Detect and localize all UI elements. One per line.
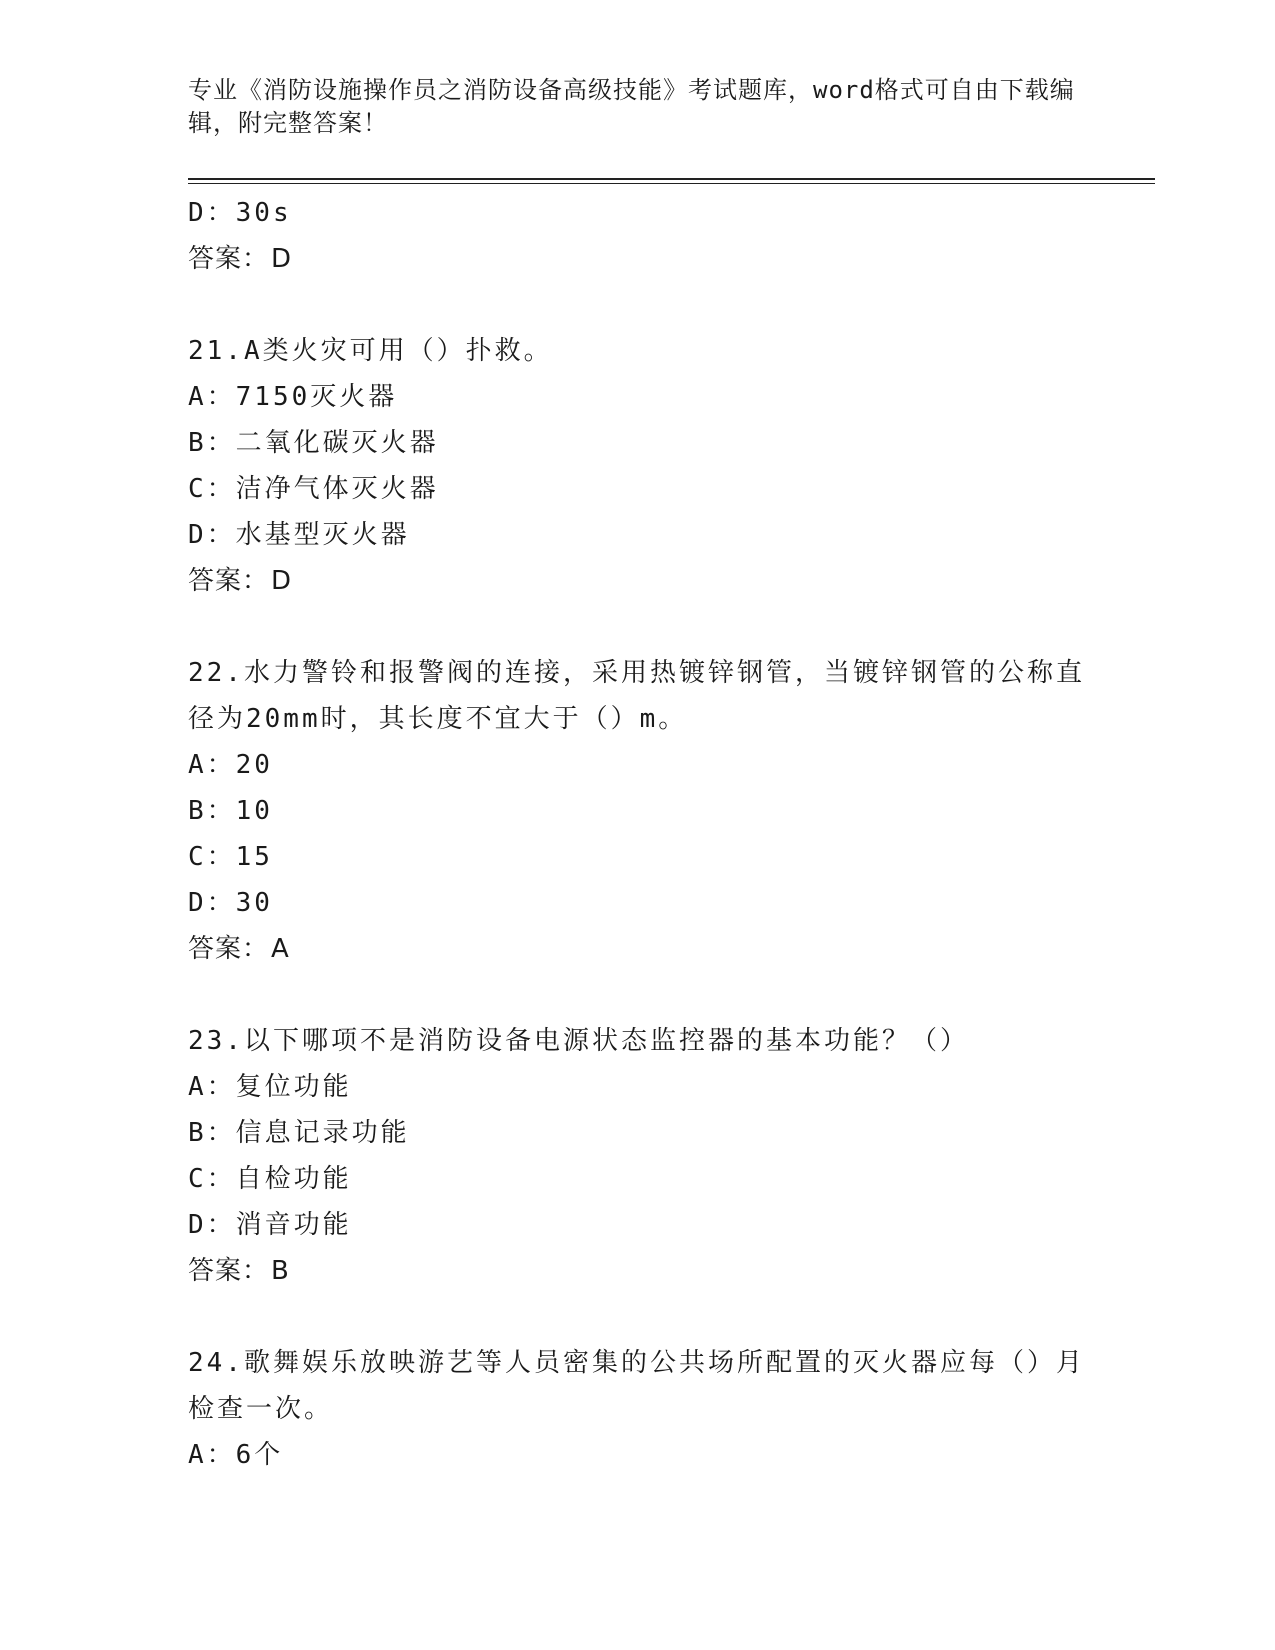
option-label: C： — [188, 1164, 236, 1194]
option-text: 消音功能 — [235, 1210, 352, 1240]
option-label: A： — [188, 1440, 236, 1470]
answer-label: 答案： — [188, 934, 270, 964]
option-text: 30 — [235, 888, 273, 918]
option-b — [188, 788, 1088, 834]
option-b — [188, 420, 1088, 466]
option-label: D： — [188, 888, 236, 918]
option-d — [188, 880, 1088, 926]
question-stem — [188, 1018, 1088, 1064]
question-stem — [188, 328, 1088, 374]
option-d — [188, 190, 1088, 236]
answer-value: D — [271, 566, 293, 596]
option-label: B： — [188, 796, 236, 826]
answer-line — [188, 558, 1088, 604]
answer-label: 答案： — [188, 244, 270, 274]
question-stem — [188, 650, 1088, 742]
option-text: 信息记录功能 — [235, 1118, 410, 1148]
question-text: A类火灾可用（）扑救。 — [243, 336, 553, 366]
question-text: 以下哪项不是消防设备电源状态监控器的基本功能？（） — [243, 1026, 969, 1056]
answer-label: 答案： — [188, 1256, 270, 1286]
option-label: C： — [188, 842, 236, 872]
question-21 — [188, 328, 1088, 604]
option-a — [188, 1064, 1088, 1110]
question-text: 歌舞娱乐放映游艺等人员密集的公共场所配置的灭火器应每（）月检查一次。 — [188, 1348, 1085, 1424]
option-text: 自检功能 — [235, 1164, 352, 1194]
option-a — [188, 374, 1088, 420]
question-22 — [188, 650, 1088, 972]
answer-line — [188, 926, 1088, 972]
option-label: B： — [188, 1118, 236, 1148]
question-stem — [188, 1340, 1088, 1432]
answer-line — [188, 236, 1088, 282]
question-24 — [188, 1340, 1088, 1478]
question-23 — [188, 1018, 1088, 1294]
question-number: 23. — [188, 1026, 244, 1056]
option-c — [188, 466, 1088, 512]
option-d — [188, 1202, 1088, 1248]
question-spacer — [188, 972, 1088, 1018]
partial-question — [188, 190, 1088, 282]
option-text: 10 — [235, 796, 273, 826]
option-c — [188, 1156, 1088, 1202]
option-b — [188, 1110, 1088, 1156]
option-label: A： — [188, 1072, 236, 1102]
option-text: 7150灭火器 — [235, 382, 398, 412]
option-label: D： — [188, 520, 236, 550]
question-text: 水力警铃和报警阀的连接，采用热镀锌钢管，当镀锌钢管的公称直径为20mm时，其长度不宜大于（）m。 — [188, 658, 1085, 734]
header-text: 专业《消防设施操作员之消防设备高级技能》考试题库，word格式可自由下载编辑，附完整答案！ — [188, 76, 1075, 137]
header-rule-thick — [188, 178, 1155, 180]
option-text: 洁净气体灭火器 — [235, 474, 439, 504]
option-text: 水基型灭火器 — [235, 520, 410, 550]
page-header — [188, 74, 1088, 140]
option-label: C： — [188, 474, 236, 504]
question-number: 24. — [188, 1348, 244, 1378]
option-a — [188, 742, 1088, 788]
question-spacer — [188, 282, 1088, 328]
answer-value: D — [271, 244, 293, 274]
option-label: D： — [188, 1210, 236, 1240]
question-spacer — [188, 604, 1088, 650]
header-rule-thin — [188, 183, 1155, 184]
option-text: 20 — [235, 750, 273, 780]
question-list — [188, 190, 1088, 1478]
option-text: 6个 — [235, 1440, 284, 1470]
answer-value: B — [271, 1256, 290, 1286]
question-spacer — [188, 1294, 1088, 1340]
option-label: B： — [188, 428, 236, 458]
answer-line — [188, 1248, 1088, 1294]
question-number: 22. — [188, 658, 244, 688]
option-label: A： — [188, 750, 236, 780]
option-text: 15 — [235, 842, 273, 872]
option-d — [188, 512, 1088, 558]
answer-value: A — [271, 934, 290, 964]
option-c — [188, 834, 1088, 880]
answer-label: 答案： — [188, 566, 270, 596]
option-text: 复位功能 — [235, 1072, 352, 1102]
option-text: 二氧化碳灭火器 — [235, 428, 439, 458]
option-text: 30s — [235, 198, 292, 228]
option-label: D： — [188, 198, 236, 228]
question-number: 21. — [188, 336, 244, 366]
option-label: A： — [188, 382, 236, 412]
option-a — [188, 1432, 1088, 1478]
